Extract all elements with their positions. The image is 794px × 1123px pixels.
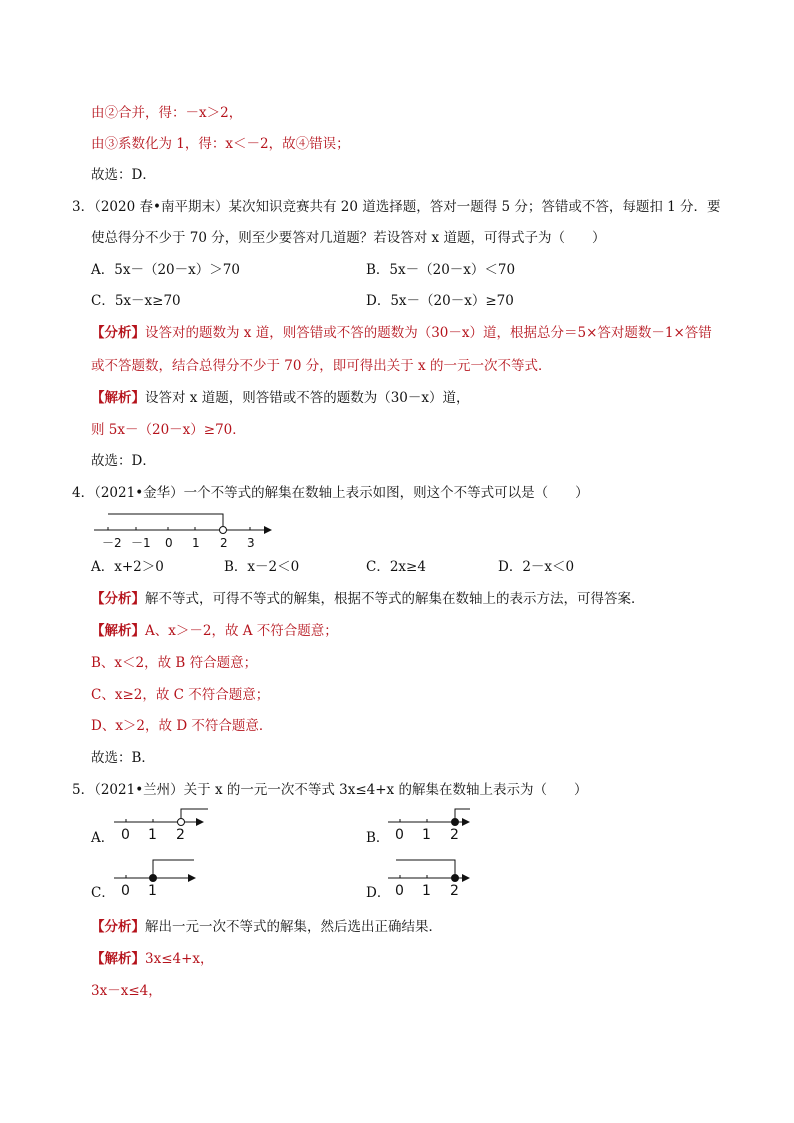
q5-option-d-number-line [384, 856, 484, 900]
analysis-label: 【分析】 [91, 591, 145, 607]
analysis-text: 设答对的题数为 x 道，则答错或不答的题数为（30－x）道，根据总分＝5×答对题数－1×答错 [145, 325, 712, 341]
axis-tick-label: 2 [450, 827, 459, 843]
axis-tick-label: 0 [395, 883, 404, 899]
q3-analysis-line-1 [91, 324, 712, 342]
q4-option-c: C．2x≥4 [366, 559, 426, 575]
q4-solution-c: C、x≥2，故 C 不符合题意； [91, 687, 270, 703]
axis-tick-label: 1 [192, 536, 200, 550]
analysis-label: 【分析】 [91, 919, 145, 935]
q3-solution-line-1 [91, 389, 470, 407]
q4-option-a: A．x+2＞0 [91, 559, 164, 575]
q4-stem: 4．（2021•金华）一个不等式的解集在数轴上表示如图，则这个不等式可以是（ ） [72, 485, 589, 501]
q4-solution-d: D、x＞2，故 D 不符合题意． [91, 718, 273, 734]
q2-step-line-1: 由②合并，得：－x＞2， [91, 105, 243, 121]
q3-stem-line-2: 使总得分不少于 70 分，则至少要答对几道题？若设答对 x 道题，可得式子为（ ） [91, 230, 606, 246]
axis-tick-label: 2 [220, 536, 228, 550]
axis-tick-label: 1 [148, 827, 157, 843]
q3-solution-line-2: 则 5x－（20－x）≥70． [91, 422, 246, 438]
solution-text: 3x≤4+x， [145, 951, 214, 967]
q2-step-line-2: 由③系数化为 1，得：x＜－2，故④错误； [91, 136, 350, 152]
q4-solution-a [91, 622, 338, 640]
solution-label: 【解析】 [91, 390, 145, 406]
axis-tick-label: 1 [422, 827, 431, 843]
q5-option-b-number-line [384, 806, 484, 846]
axis-tick-label: －1 [131, 536, 151, 550]
axis-tick-label: 3 [247, 536, 255, 550]
axis-tick-label: 1 [422, 883, 431, 899]
solution-text: 设答对 x 道题，则答错或不答的题数为（30－x）道， [145, 390, 470, 406]
q5-solution-line-2: 3x－x≤4， [91, 983, 162, 999]
axis-tick-label: 0 [395, 827, 404, 843]
q3-option-c: C．5x－x≥70 [91, 293, 181, 309]
q5-option-c-number-line [110, 856, 210, 900]
q4-answer: 故选：B． [91, 750, 155, 766]
axis-tick-label: 0 [121, 883, 130, 899]
q5-solution-line-1 [91, 950, 214, 968]
q2-answer: 故选：D． [91, 167, 156, 183]
solution-text: A、x＞－2，故 A 不符合题意； [145, 623, 338, 639]
q5-option-c-label: C． [91, 885, 115, 901]
solution-label: 【解析】 [91, 951, 145, 967]
q4-option-b: B．x－2＜0 [224, 559, 300, 575]
solution-label: 【解析】 [91, 623, 145, 639]
q3-option-d: D．5x－（20－x）≥70 [366, 293, 514, 309]
q4-solution-b: B、x＜2，故 B 符合题意； [91, 655, 258, 671]
q3-analysis-line-2: 或不答题数，结合总得分不少于 70 分，即可得出关于 x 的一元一次不等式． [91, 358, 552, 374]
axis-tick-label: 0 [121, 827, 130, 843]
analysis-label: 【分析】 [91, 325, 145, 341]
q3-option-b: B．5x－（20－x）＜70 [366, 262, 516, 278]
q4-option-d: D．2－x＜0 [498, 559, 575, 575]
q3-stem-line-1: 3．（2020 春•南平期末）某次知识竞赛共有 20 道选择题，答对一题得 5 分；答错或不答，每题扣 1 分．要 [72, 199, 721, 215]
q5-option-d-label: D． [366, 885, 391, 901]
q4-number-line [88, 506, 278, 552]
q5-option-a-label: A． [91, 830, 115, 846]
q4-analysis [91, 590, 645, 608]
q5-option-a-number-line [110, 806, 210, 846]
q5-analysis [91, 918, 442, 936]
analysis-text: 解不等式，可得不等式的解集，根据不等式的解集在数轴上的表示方法，可得答案． [145, 591, 645, 607]
axis-tick-label: 2 [176, 827, 185, 843]
axis-tick-label: 1 [148, 883, 157, 899]
axis-tick-label: 2 [450, 883, 459, 899]
q3-answer: 故选：D． [91, 453, 156, 469]
axis-tick-label: －2 [102, 536, 122, 550]
analysis-text: 解出一元一次不等式的解集，然后选出正确结果． [145, 919, 442, 935]
q5-stem: 5．（2021•兰州）关于 x 的一元一次不等式 3x≤4+x 的解集在数轴上表示为（ ） [72, 782, 588, 798]
q3-option-a: A．5x－（20－x）＞70 [91, 262, 240, 278]
q5-option-b-label: B． [366, 830, 390, 846]
axis-tick-label: 0 [165, 536, 173, 550]
